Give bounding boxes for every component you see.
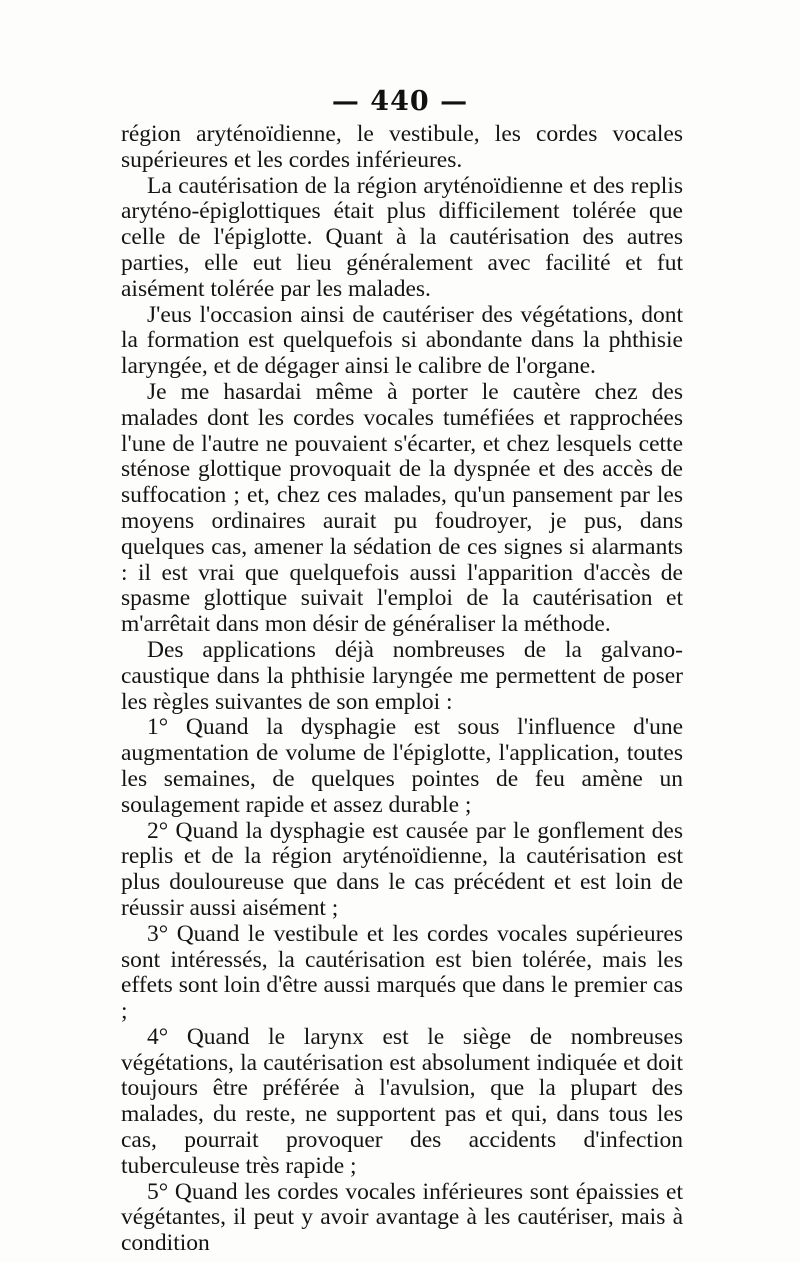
rule-item-2: 2° Quand la dysphagie est causée par le gonflement des replis et de la région aryténoïdienne, la cautérisation est plus douloureuse que dans le cas précédent et est loin de réussir aussi aisément ; (121, 817, 683, 921)
rule-item-4: 4° Quand le larynx est le siège de nombreuses végétations, la cautérisation est absolument indiquée et doit toujours être préférée à l'avulsion, que la plupart des malades, du reste, ne supportent pas et qui, dans tous les cas, pourrait provoquer des accidents d'infection tuberculeuse très rapide ; (121, 1023, 683, 1179)
rule-item-5: 5° Quand les cordes vocales inférieures sont épaissies et végétantes, il peut y avoir avantage à les cautériser, mais à condition (121, 1178, 683, 1257)
paragraph: Je me hasardai même à porter le cautère chez des malades dont les cordes vocales tuméfiées et rapprochées l'une de l'autre ne pouvaient s'écarter, et chez lesquels cette sténose glottique provoquait de la dyspnée et des accès de suffocation ; et, chez ces malades, qu'un pansement par les moyens ordinaires aurait pu foudroyer, je pus, dans quelques cas, amener la sédation de ces signes si alarmants : il est vrai que quelquefois aussi l'apparition d'accès de spasme glottique suivait l'emploi de la cautérisation et m'arrêtait dans mon désir de généraliser la méthode. (121, 378, 683, 638)
page-body (121, 122, 683, 1257)
rule-item-3: 3° Quand le vestibule et les cordes vocales supérieures sont intéressés, la cautérisation est bien tolérée, mais les effets sont loin d'être aussi marqués que dans le premier cas ; (121, 920, 683, 1025)
page-number: — 440 — (331, 86, 469, 117)
paragraph: La cautérisation de la région aryténoïdienne et des replis aryténo-épiglottiques était plus difficilement tolérée que celle de l'épiglotte. Quant à la cautérisation des autres parties, elle eut lieu généralement avec facilité et fut aisément tolérée par les malades. (121, 172, 683, 302)
paragraph: Des applications déjà nombreuses de la galvano-caustique dans la phthisie laryngée me permettent de poser les règles suivantes de son emploi : (121, 636, 683, 715)
paragraph: J'eus l'occasion ainsi de cautériser des végétations, dont la formation est quelquefois si abondante dans la phthisie laryngée, et de dégager ainsi le calibre de l'organe. (121, 301, 683, 380)
paragraph-continuation: région aryténoïdienne, le vestibule, les cordes vocales supérieures et les cordes inférieures. (121, 121, 683, 173)
rule-item-1: 1° Quand la dysphagie est sous l'influence d'une augmentation de volume de l'épiglotte, l'application, toutes les semaines, de quelques pointes de feu amène un soulagement rapide et assez durable ; (121, 714, 683, 818)
